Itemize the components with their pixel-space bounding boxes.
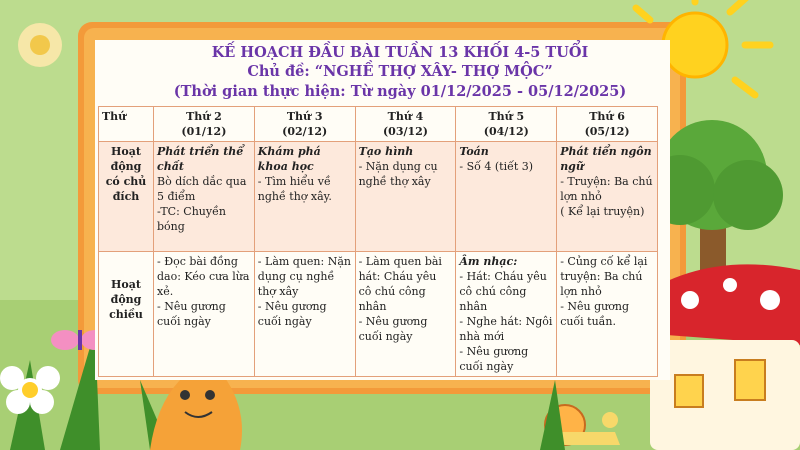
corner-cell: Thứ (99, 107, 154, 142)
row-label: Hoạt động có chủ đích (99, 142, 154, 252)
day-header: Thứ 2 (01/12) (154, 107, 255, 142)
table-row (99, 252, 658, 377)
day-header: Thứ 3 (02/12) (254, 107, 355, 142)
day-header: Thứ 5 (04/12) (456, 107, 557, 142)
plan-cell: Phát tiển ngôn ngữ - Truyện: Ba chú lợn nhỏ ( Kể lại truyện) (557, 142, 658, 252)
plan-cell: - Làm quen: Nặn dụng cụ nghề thợ xây - Nêu gương cuối ngày (254, 252, 355, 377)
plan-cell: Toán - Số 4 (tiết 3) (456, 142, 557, 252)
plan-cell: Khám phá khoa học - Tìm hiểu về nghề thợ xây. (254, 142, 355, 252)
plan-cell: Tạo hình - Nặn dụng cụ nghề thợ xây (355, 142, 456, 252)
day-header: Thứ 4 (03/12) (355, 107, 456, 142)
plan-cell: Âm nhạc: - Hát: Cháu yêu cô chú công nhân - Nghe hát: Ngôi nhà mới - Nêu gương cuối ngày (456, 252, 557, 377)
table-row (99, 142, 658, 252)
weekly-plan-table (98, 106, 658, 377)
plan-cell: - Củng cố kể lại truyện: Ba chú lợn nhỏ - Nêu gương cuối tuần. (557, 252, 658, 377)
plan-cell: - Đọc bài đồng dao: Kéo cưa lừa xẻ. - Nêu gương cuối ngày (154, 252, 255, 377)
plan-theme: Chủ đề: “NGHỀ THỢ XÂY- THỢ MỘC” (247, 63, 553, 80)
plan-cell: - Làm quen bài hát: Cháu yêu cô chú công nhân - Nêu gương cuối ngày (355, 252, 456, 377)
row-label: Hoạt động chiều (99, 252, 154, 377)
plan-title: KẾ HOẠCH ĐẦU BÀI TUẦN 13 KHỐI 4-5 TUỔI (211, 44, 589, 61)
day-header: Thứ 6 (05/12) (557, 107, 658, 142)
plan-period: (Thời gian thực hiện: Từ ngày 01/12/2025 - 05/12/2025) (173, 83, 627, 100)
table-header-row (99, 107, 658, 142)
plan-cell: Phát triển thể chất Bò dích dắc qua 5 điểm -TC: Chuyền bóng (154, 142, 255, 252)
